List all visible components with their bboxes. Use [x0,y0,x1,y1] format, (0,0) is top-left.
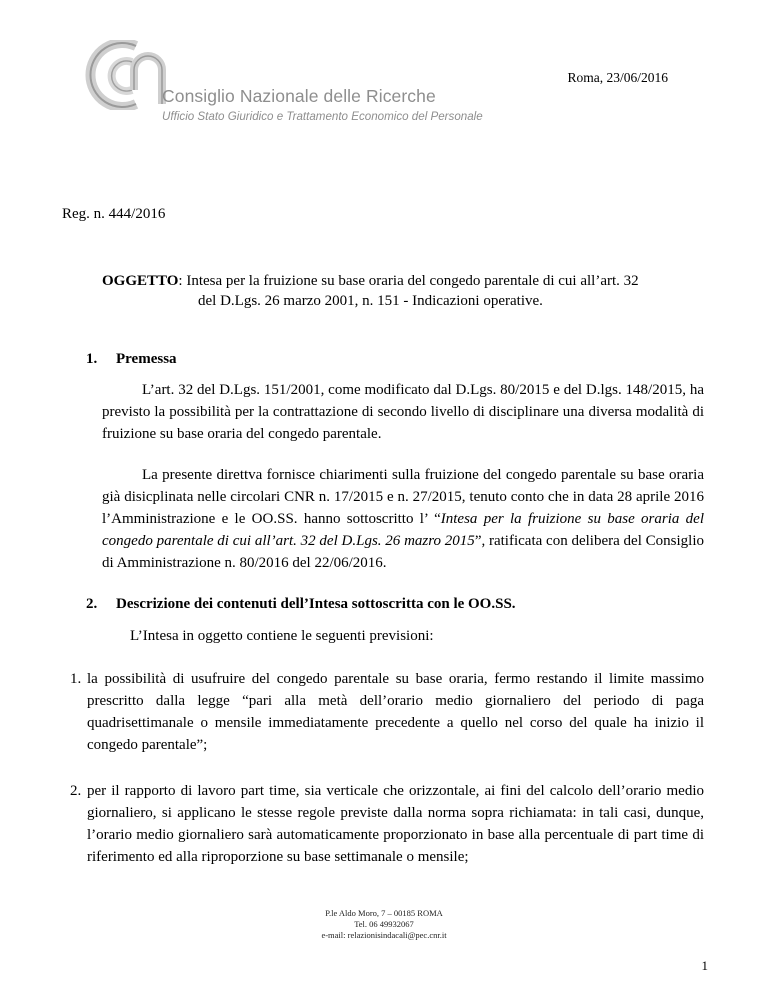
section-1-paragraph-2 [102,464,704,574]
cnr-logo-icon [74,40,166,110]
subject-line-1: : Intesa per la fruizione su base oraria del congedo parentale di cui all’art. 32 [178,273,639,289]
section-1-heading [86,351,177,368]
section-1-paragraph-1: L’art. 32 del D.Lgs. 151/2001, come modificato dal D.Lgs. 80/2015 e del D.lgs. 148/2015, ha previsto la possibilità per la contrattazione di secondo livello di disciplinare una diversa modalità di fruizione su base oraria del congedo parentale. [102,382,704,442]
list-item-number: 1. [70,671,82,687]
list-item-text: per il rapporto di lavoro part time, sia verticale che orizzontale, ai fini del calcolo dell’orario medio giornaliero, si applicano le stesse regole previste dalla norma sopra richiamata: in tali casi, dunque, l’orario medio giornaliero sarà automaticamente proporzionato in base alla percentuale di part time di riferimento ed alla riproporzione su base settimanale o mensile; [87,783,704,865]
list-item-number: 2. [70,783,82,799]
footer-address: P.le Aldo Moro, 7 – 00185 ROMA [325,908,443,918]
para2-text-b: ”, ratificata con delibera del Consiglio di Amministrazione n. 80/2016 del 22/06/2016. [102,533,704,571]
page-number: 1 [701,958,708,973]
subject-line-2: del D.Lgs. 26 marzo 2001, n. 151 - Indicazioni operative. [198,293,543,309]
subject-block [102,271,682,311]
para2-text-a: La presente direttva fornisce chiarimenti sulla fruizione del congedo parentale su base oraria già disicplinata nelle circolari CNR n. 17/2015 e n. 27/2015, tenuto conto che in data 28 aprile 2016 l’Amministrazione e le OO.SS. hanno sottoscritto l’ “ [102,467,704,527]
section-2-number: 2. [86,596,98,612]
subject-label: OGGETTO [102,273,179,289]
footer-phone: Tel. 06 49932067 [354,919,414,929]
list-item [70,668,704,756]
section-2-heading [86,596,516,613]
page-footer [0,908,768,941]
office-name: Ufficio Stato Giuridico e Trattamento Economico del Personale [162,110,483,123]
organization-name: Consiglio Nazionale delle Ricerche [162,86,436,106]
section-2-intro: L’Intesa in oggetto contiene le seguenti previsioni: [130,628,434,644]
registration-number: Reg. n. 444/2016 [62,206,166,222]
section-1-number: 1. [86,351,98,367]
footer-email: e-mail: relazionisindacali@pec.cnr.it [321,930,447,940]
list-item-text: la possibilità di usufruire del congedo parentale su base oraria, fermo restando il limite massimo prescritto dalla legge “pari alla metà dell’orario medio giornaliero del periodo di paga quadrisettimanale o mensile immediatamente precedente a quello nel corso del quale ha inizio il congedo parentale”; [87,671,704,753]
section-2-title: Descrizione dei contenuti dell’Intesa sottoscritta con le OO.SS. [116,596,516,612]
section-1-title: Premessa [116,351,177,367]
para2-italic-title: Intesa per la fruizione su base oraria del congedo parentale di cui all’art. 32 del D.Lgs. 26 mazro 2015 [102,511,705,549]
list-item [70,780,704,868]
document-date: Roma, 23/06/2016 [567,70,668,85]
